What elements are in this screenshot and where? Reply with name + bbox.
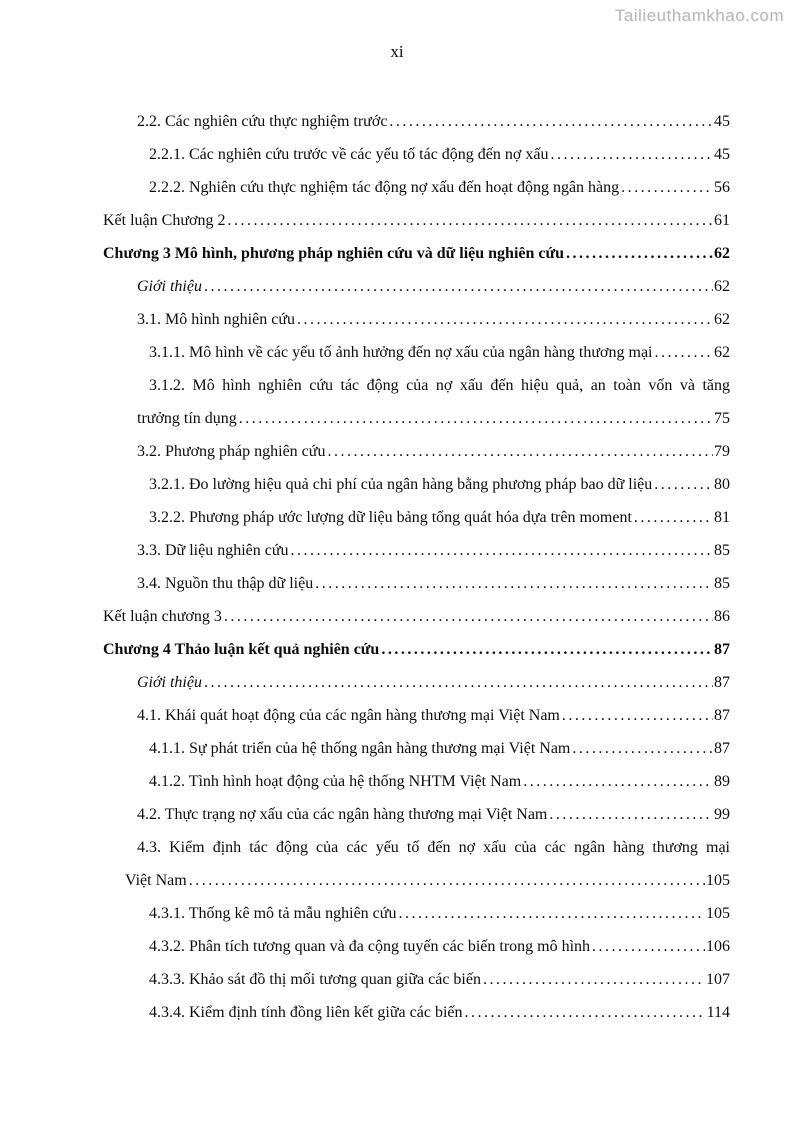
toc-entry-label: Giới thiệu	[137, 278, 202, 295]
toc-entry-label: 4.3.3. Khảo sát đồ thị mối tương quan giữa các biến	[149, 971, 481, 988]
toc-page-number: 81	[714, 509, 730, 526]
toc-entry-label: 3.1. Mô hình nghiên cứu	[137, 311, 295, 328]
toc-entry-label: 3.2.1. Đo lường hiệu quả chi phí của ngân hàng bằng phương pháp bao dữ liệu	[149, 476, 653, 493]
toc-entry-label: 3.3. Dữ liệu nghiên cứu	[137, 542, 289, 559]
toc-entry	[103, 375, 730, 430]
toc-page-number: 80	[714, 476, 730, 493]
dot-leader	[655, 342, 714, 364]
toc-entry	[103, 705, 730, 727]
toc-entry	[103, 342, 730, 364]
toc-page-number: 107	[706, 971, 730, 988]
dot-leader	[224, 606, 713, 628]
page-number: xi	[390, 42, 404, 61]
dot-leader	[549, 804, 713, 826]
toc-entry	[103, 969, 730, 991]
toc-entry	[103, 507, 730, 529]
toc-entry	[103, 771, 730, 793]
toc-entry	[103, 936, 730, 958]
toc-page-number: 62	[714, 245, 730, 262]
toc-page-number: 87	[714, 641, 730, 658]
toc-page-number: 45	[714, 113, 730, 130]
dot-leader	[654, 474, 713, 496]
toc-entry-label: 2.2.2. Nghiên cứu thực nghiệm tác động nợ xấu đến hoạt động ngân hàng	[149, 179, 620, 196]
toc-entry	[103, 474, 730, 496]
toc-entry-label: 3.4. Nguồn thu thập dữ liệu	[137, 575, 314, 592]
toc-entry	[103, 672, 730, 694]
toc-entry	[103, 639, 730, 661]
toc-page-number: 87	[714, 740, 730, 757]
toc-entry-label: 3.2. Phương pháp nghiên cứu	[137, 443, 326, 460]
toc-entry-label: Giới thiệu	[137, 674, 202, 691]
toc-entry-label: Kết luận chương 3	[103, 608, 222, 625]
toc-entry-label: 4.1.2. Tình hình hoạt động của hệ thống NHTM Việt Nam	[149, 773, 522, 790]
toc-entry	[103, 441, 730, 463]
dot-leader	[189, 870, 705, 892]
toc	[103, 111, 730, 1035]
toc-entry-label: trưởng tín dụng	[137, 410, 237, 427]
toc-entry	[103, 540, 730, 562]
toc-page-number: 62	[714, 311, 730, 328]
toc-page-number: 99	[714, 806, 730, 823]
dot-leader	[592, 936, 705, 958]
toc-entry	[103, 309, 730, 331]
toc-entry	[103, 738, 730, 760]
dot-leader	[227, 210, 713, 232]
dot-leader	[389, 111, 713, 133]
dot-leader	[204, 276, 713, 298]
toc-entry-label: Kết luận Chương 2	[103, 212, 226, 229]
watermark: Tailieuthamkhao.com	[614, 6, 784, 25]
toc-entry-label: 4.3. Kiểm định tác động của các yếu tố đến nợ xấu của các ngân hàng thương mại	[137, 839, 730, 856]
toc-page-number: 61	[714, 212, 730, 229]
dot-leader	[381, 639, 713, 661]
toc-entry	[103, 804, 730, 826]
toc-page-number: 45	[714, 146, 730, 163]
toc-entry-label: 3.1.1. Mô hình về các yếu tố ảnh hưởng đến nợ xấu của ngân hàng thương mại	[149, 344, 653, 361]
toc-page-number: 62	[714, 344, 730, 361]
toc-entry	[103, 276, 730, 298]
dot-leader	[634, 507, 713, 529]
toc-entry	[103, 1002, 730, 1024]
dot-leader	[562, 705, 713, 727]
toc-entry	[103, 606, 730, 628]
dot-leader	[621, 177, 713, 199]
dot-leader	[550, 144, 713, 166]
toc-page-number: 62	[714, 278, 730, 295]
toc-entry-label: 4.1. Khái quát hoạt động của các ngân hàng thương mại Việt Nam	[137, 707, 560, 724]
dot-leader	[398, 903, 705, 925]
toc-entry	[103, 210, 730, 232]
dot-leader	[465, 1002, 706, 1024]
toc-page-number: 86	[714, 608, 730, 625]
toc-entry-label: 4.2. Thực trạng nợ xấu của các ngân hàng thương mại Việt Nam	[137, 806, 548, 823]
toc-page-number: 85	[714, 575, 730, 592]
toc-entry-label: Việt Nam	[125, 872, 187, 889]
toc-page-number: 106	[706, 938, 730, 955]
toc-entry	[103, 177, 730, 199]
toc-entry	[103, 837, 730, 892]
dot-leader	[523, 771, 713, 793]
dot-leader	[483, 969, 705, 991]
toc-entry-label: 4.3.1. Thống kê mô tả mẫu nghiên cứu	[149, 905, 397, 922]
toc-entry	[103, 903, 730, 925]
toc-page-number: 87	[714, 674, 730, 691]
toc-entry-label: 2.2.1. Các nghiên cứu trước về các yếu tố tác động đến nợ xấu	[149, 146, 549, 163]
toc-page-number: 87	[714, 707, 730, 724]
dot-leader	[204, 672, 713, 694]
dot-leader	[291, 540, 713, 562]
toc-entry-label: 3.1.2. Mô hình nghiên cứu tác động của nợ xấu đến hiệu quả, an toàn vốn và tăng	[149, 377, 730, 394]
toc-entry-label: 4.3.2. Phân tích tương quan và đa cộng tuyến các biến trong mô hình	[149, 938, 591, 955]
dot-leader	[315, 573, 713, 595]
toc-entry-label: Chương 4 Thảo luận kết quả nghiên cứu	[103, 641, 380, 658]
toc-entry	[103, 144, 730, 166]
toc-entry-label: 2.2. Các nghiên cứu thực nghiệm trước	[137, 113, 388, 130]
dot-leader	[327, 441, 713, 463]
toc-page-number: 89	[714, 773, 730, 790]
dot-leader	[566, 243, 713, 265]
toc-page-number: 105	[706, 872, 730, 889]
toc-entry-label: 4.3.4. Kiểm định tính đồng liên kết giữa các biến	[149, 1004, 463, 1021]
toc-entry-label: Chương 3 Mô hình, phương pháp nghiên cứu và dữ liệu nghiên cứu	[103, 245, 564, 262]
dot-leader	[239, 408, 713, 430]
toc-page-number: 85	[714, 542, 730, 559]
toc-page-number: 75	[714, 410, 730, 427]
toc-page-number: 56	[714, 179, 730, 196]
toc-entry	[103, 243, 730, 265]
dot-leader	[297, 309, 713, 331]
toc-entry-label: 3.2.2. Phương pháp ước lượng dữ liệu bảng tổng quát hóa dựa trên moment	[149, 509, 632, 526]
toc-page-number: 105	[706, 905, 730, 922]
toc-page-number: 79	[714, 443, 730, 460]
toc-page-number: 114	[706, 1004, 730, 1021]
toc-entry	[103, 111, 730, 133]
dot-leader	[572, 738, 713, 760]
toc-entry	[103, 573, 730, 595]
toc-entry-label: 4.1.1. Sự phát triển của hệ thống ngân hàng thương mại Việt Nam	[149, 740, 571, 757]
